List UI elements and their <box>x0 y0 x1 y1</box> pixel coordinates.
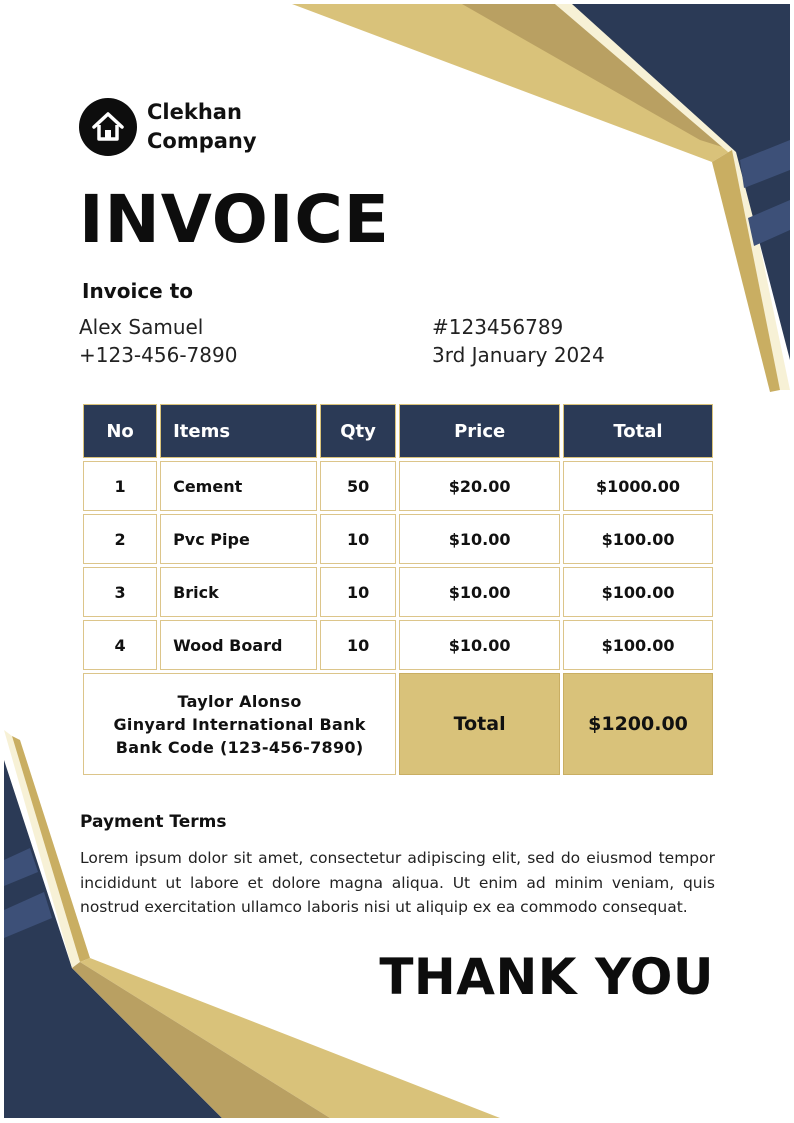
row-total: $100.00 <box>563 620 713 670</box>
row-price: $20.00 <box>399 461 560 511</box>
row-qty: 50 <box>320 461 396 511</box>
row-qty: 10 <box>320 567 396 617</box>
bank-code: Bank Code (123-456-7890) <box>115 737 364 757</box>
thank-you-text: THANK YOU <box>379 948 714 1006</box>
row-total: $100.00 <box>563 514 713 564</box>
bank-account-name: Taylor Alonso <box>177 691 302 711</box>
company-name-line1: Clekhan <box>147 100 242 124</box>
house-icon <box>79 98 137 156</box>
row-item: Pvc Pipe <box>160 514 317 564</box>
table-row <box>83 620 713 670</box>
bank-name: Ginyard International Bank <box>113 714 366 734</box>
table-row <box>83 567 713 617</box>
row-no: 4 <box>83 620 157 670</box>
row-total: $100.00 <box>563 567 713 617</box>
invoice-title: INVOICE <box>79 181 390 258</box>
invoice-meta <box>432 313 605 369</box>
table-row <box>83 461 713 511</box>
row-qty: 10 <box>320 620 396 670</box>
header-qty: Qty <box>320 404 396 458</box>
company-name <box>147 98 257 156</box>
customer-phone: +123-456-7890 <box>79 343 238 367</box>
payment-terms-heading: Payment Terms <box>80 812 227 832</box>
row-no: 3 <box>83 567 157 617</box>
table-header-row <box>83 404 713 458</box>
row-qty: 10 <box>320 514 396 564</box>
row-price: $10.00 <box>399 514 560 564</box>
header-no: No <box>83 404 157 458</box>
grand-total-value: $1200.00 <box>563 673 713 775</box>
header-items: Items <box>160 404 317 458</box>
row-item: Wood Board <box>160 620 317 670</box>
header-price: Price <box>399 404 560 458</box>
summary-row <box>83 673 713 775</box>
row-price: $10.00 <box>399 620 560 670</box>
company-logo <box>79 98 257 156</box>
header-total: Total <box>563 404 713 458</box>
items-table <box>80 401 716 778</box>
company-name-line2: Company <box>147 129 257 153</box>
bill-to-details <box>79 313 237 369</box>
row-price: $10.00 <box>399 567 560 617</box>
customer-name: Alex Samuel <box>79 315 204 339</box>
invoice-date: 3rd January 2024 <box>432 343 605 367</box>
invoice-number: #123456789 <box>432 315 564 339</box>
table-row <box>83 514 713 564</box>
bank-details <box>83 673 396 775</box>
row-total: $1000.00 <box>563 461 713 511</box>
invoice-to-heading: Invoice to <box>82 279 193 303</box>
row-no: 1 <box>83 461 157 511</box>
grand-total-label: Total <box>399 673 560 775</box>
row-no: 2 <box>83 514 157 564</box>
row-item: Brick <box>160 567 317 617</box>
payment-terms-text: Lorem ipsum dolor sit amet, consectetur adipiscing elit, sed do eiusmod tempor incididunt ut labore et dolore magna aliqua. Ut enim ad minim veniam, quis nostrud exercitation ullamco laboris nisi ut aliquip ex ea commodo consequat. <box>80 849 715 916</box>
row-item: Cement <box>160 461 317 511</box>
